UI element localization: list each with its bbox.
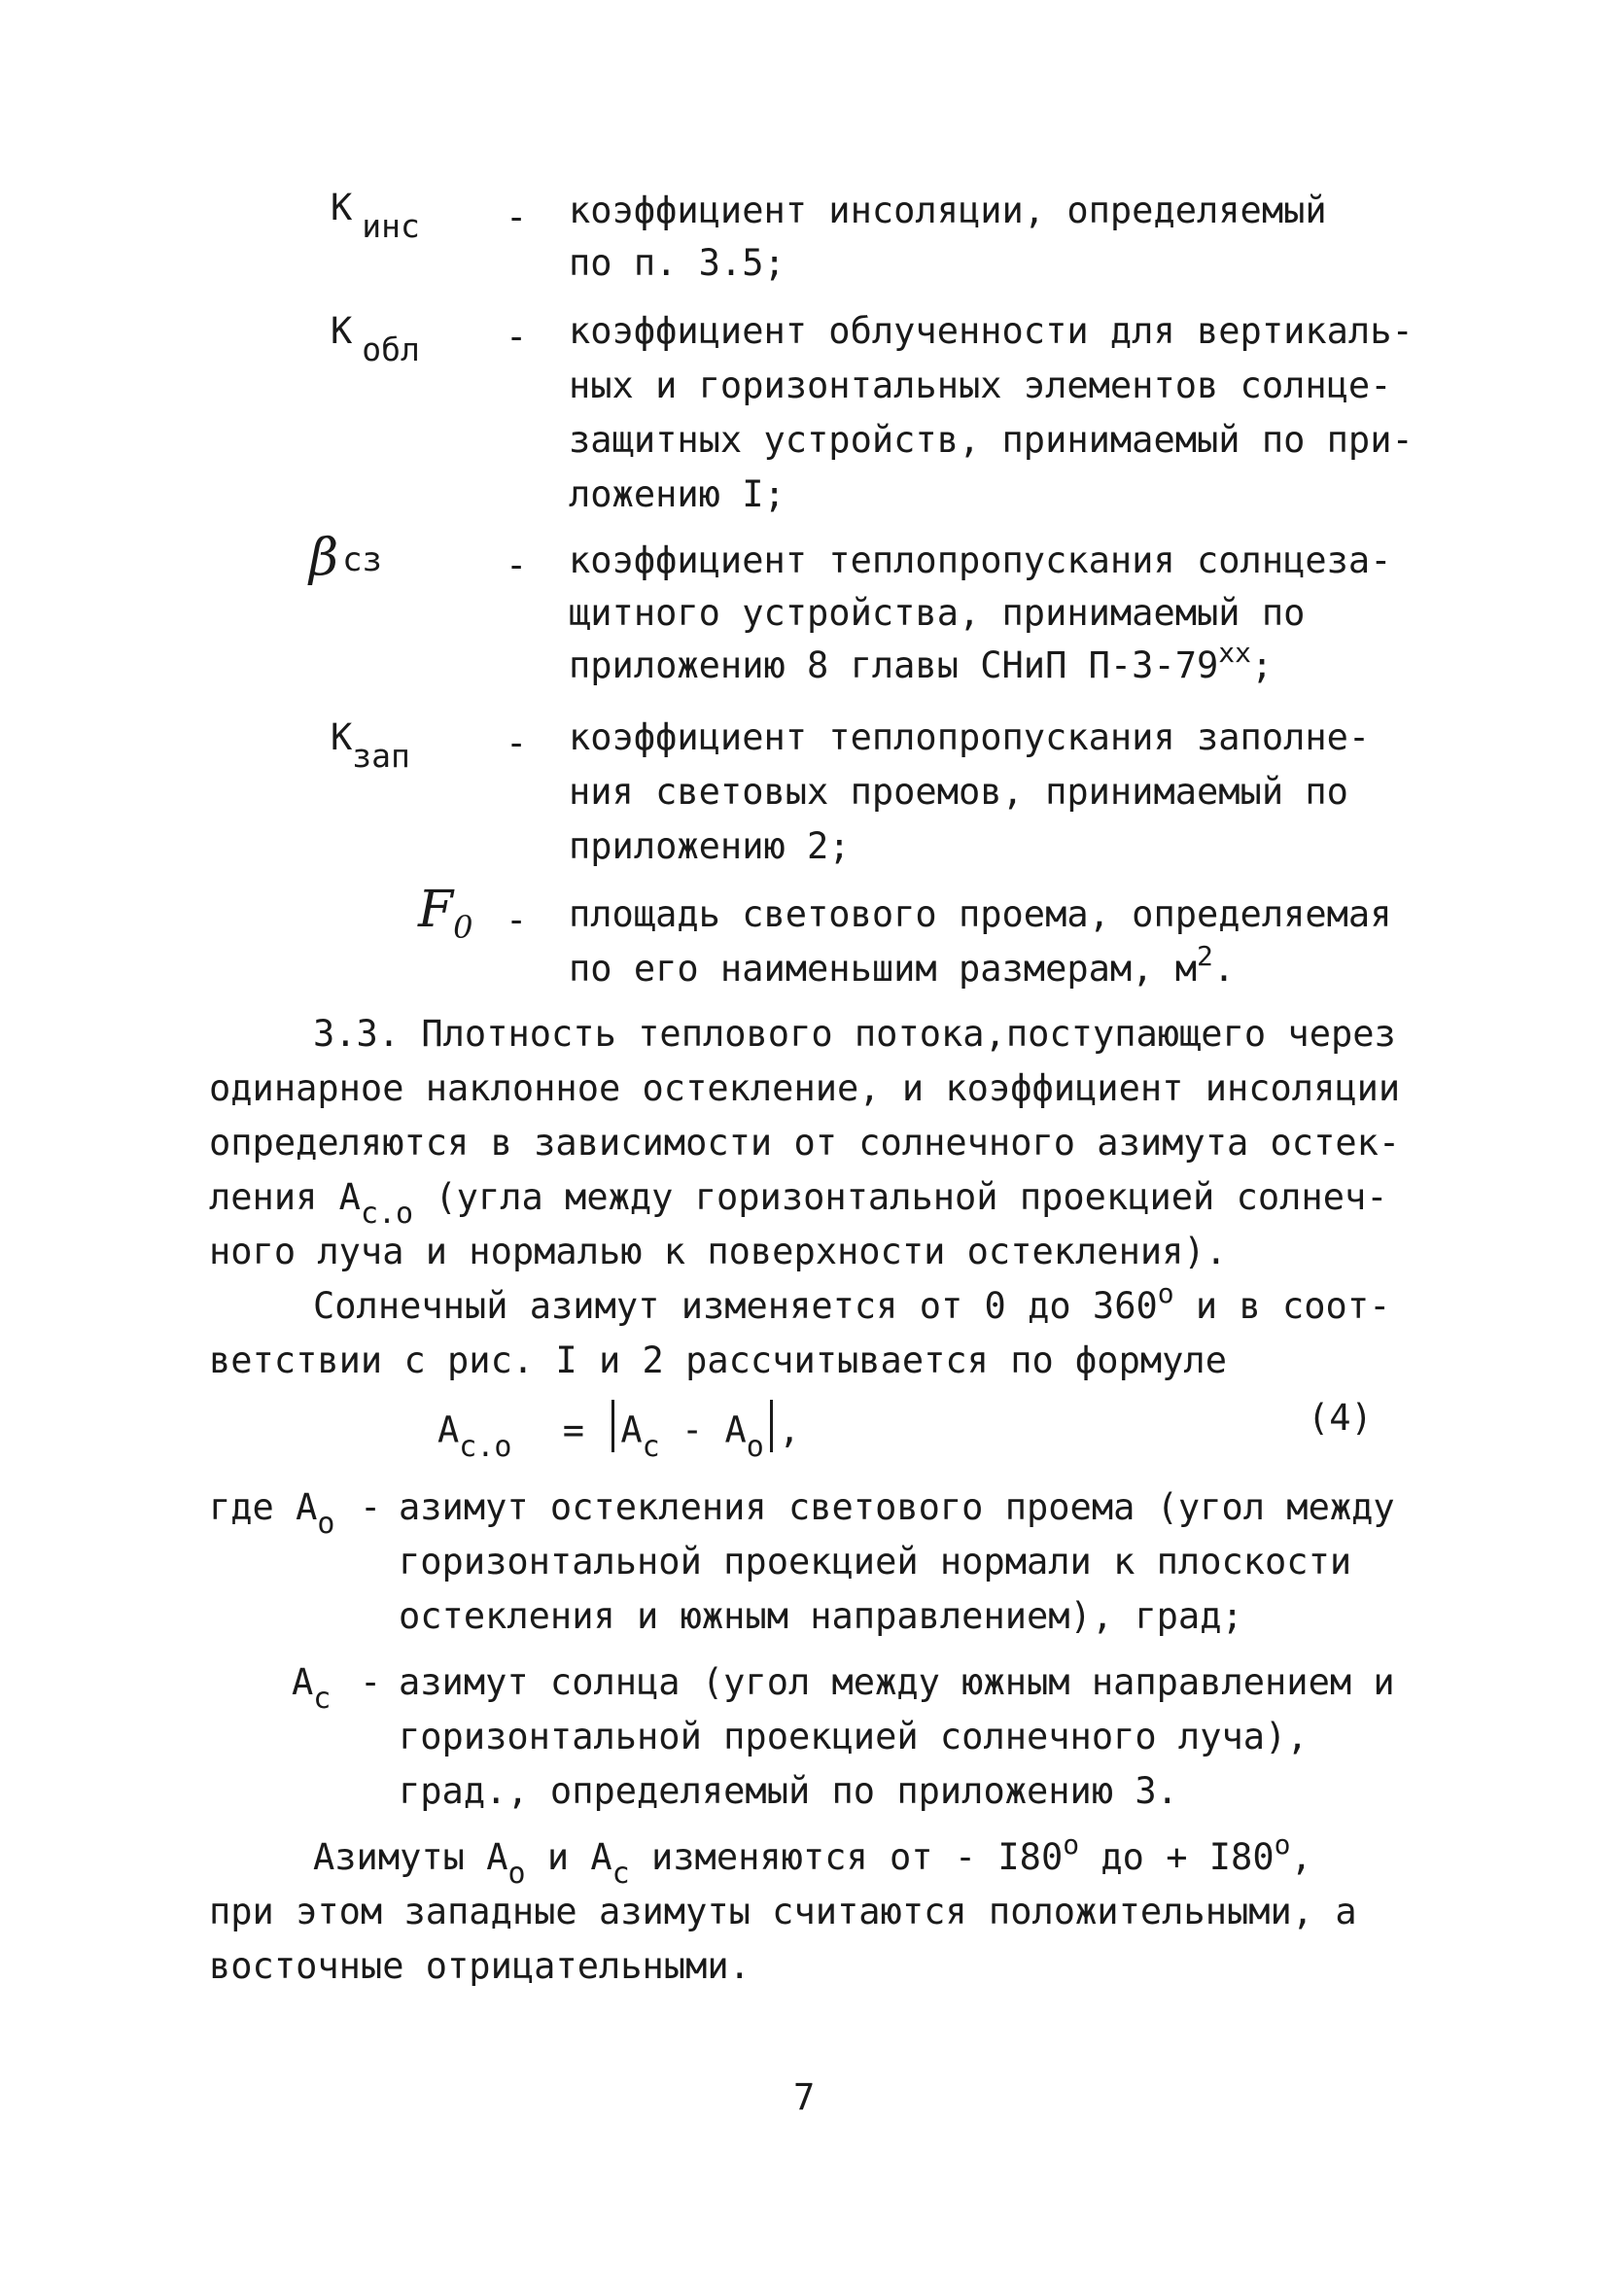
symbol-k-ins [331,187,420,245]
formula-lhs: А [437,1409,460,1451]
definition-line: коэффициент теплопропускания заполне- [569,716,1371,758]
symbol-f0 [418,881,473,946]
symbol-subscript: зап [352,737,410,775]
paragraph-line-tail: (угла между горизонтальной проекцией солнеч- [413,1176,1388,1218]
paragraph-line: определяются в зависимости от солнечного азимута остек- [209,1122,1401,1164]
symbol-k-obl [331,310,420,368]
definition-line-text: приложению 8 главы СНиП П-3-79 [569,644,1219,686]
paragraph-line: восточные отрицательными. [209,1945,751,1987]
symbol-letter: К [331,716,353,758]
definition-dash: - [506,544,528,586]
paragraph-line [313,1277,1391,1327]
definition-dash: - [360,1661,382,1703]
where-subscript: с [313,1682,332,1716]
where-subscript: о [317,1507,335,1541]
definition-line-tail: . [1212,948,1236,990]
formula-term-2: А [724,1409,747,1451]
definition-line: площадь светового проема, определяемая [569,893,1392,935]
formula-term-1: А [620,1409,643,1451]
symbol-letter: β [309,529,339,587]
paragraph-line [209,1176,1388,1231]
definition-line: коэффициент теплопропускания солнцеза- [569,539,1392,581]
formula-minus: - [681,1409,704,1451]
symbol-subscript: сз [342,540,383,579]
definition-line: ния световых проемов, принимаемый по [569,771,1348,813]
where-lead: где А [209,1486,318,1528]
formula-equals: = [562,1409,585,1451]
paragraph-line: одинарное наклонное остекление, и коэффициент инсоляции [209,1067,1401,1109]
symbol-letter: F [418,881,454,939]
closing-text: , [1290,1836,1312,1878]
paragraph-line: ного луча и нормалью к поверхности остекления). [209,1231,1227,1272]
definition-line: по п. 3.5; [569,242,786,284]
symbol-subscript: инс [362,207,420,245]
where-line: азимут солнца (угол между южным направлением и [399,1661,1395,1703]
definition-dash: - [506,899,528,941]
formula-term-1-subscript: с [642,1429,660,1464]
symbol-k-zap [331,716,410,775]
formula-number: (4) [1308,1397,1373,1439]
where-lead: А [292,1661,314,1703]
symbol-letter: К [331,187,353,228]
formula-4 [437,1406,801,1464]
symbol-letter: К [331,310,353,352]
definition-line: коэффициент облученности для вертикаль- [569,310,1414,352]
paragraph-line-text: ления А [209,1176,361,1218]
paragraph-line [313,1828,1312,1891]
closing-text: и А [525,1836,612,1878]
definition-line: ных и горизонтальных элементов солнце- [569,365,1392,406]
definition-dash: - [506,316,528,358]
symbol-subscript: 0 [453,909,473,946]
definition-line: коэффициент инсоляции, определяемый [569,190,1327,231]
paragraph-line-text: Солнечный азимут изменяется от 0 до 360 [313,1285,1158,1327]
abs-bar-right [770,1400,773,1452]
formula-tail: , [778,1409,801,1451]
abs-bar-left [611,1400,614,1452]
subscript: с.о [360,1197,414,1231]
subscript: с [611,1857,630,1891]
paragraph-line: при этом западные азимуты считаются положительными, а [209,1891,1357,1932]
definition-line: защитных устройств, принимаемый по при- [569,419,1414,461]
formula-lhs-subscript: с.о [459,1429,512,1464]
where-line: остекления и южным направлением), град; [399,1595,1243,1637]
where-line: азимут остекления светового проема (угол между [399,1486,1395,1528]
definition-line-tail: ; [1251,644,1274,686]
where-line: горизонтальной проекцией солнечного луча), [399,1716,1309,1757]
definition-line: ложению I; [569,473,786,515]
definition-line-text: по его наименьшим размерам, м [569,948,1198,990]
superscript: xx [1218,637,1251,669]
symbol-subscript: обл [362,330,420,368]
where-line: горизонтальной проекцией нормали к плоскости [399,1541,1352,1583]
definition-line [569,940,1236,990]
where-symbol-a0 [209,1486,335,1541]
superscript: о [1157,1277,1174,1309]
page-number: 7 [793,2076,816,2118]
superscript: 2 [1197,940,1213,972]
definition-line: щитного устройства, принимаемый по [569,592,1306,634]
superscript: о [1274,1828,1291,1861]
closing-text: до + I80 [1079,1836,1275,1878]
definition-dash: - [360,1486,382,1528]
paragraph-line: 3.3. Плотность теплового потока,поступающего через [313,1013,1396,1055]
paragraph-line-tail: и в соот- [1173,1285,1391,1327]
where-line: град., определяемый по приложению 3. [399,1770,1178,1812]
definition-line: приложению 2; [569,825,851,867]
where-symbol-ac [292,1661,332,1716]
subscript: о [507,1857,526,1891]
definition-line [569,637,1274,686]
superscript: о [1063,1828,1080,1861]
paragraph-line: ветствии с рис. I и 2 рассчитывается по формуле [209,1339,1227,1381]
definition-dash: - [506,722,528,764]
formula-term-2-subscript: о [746,1429,764,1464]
closing-text: Азимуты А [313,1836,508,1878]
symbol-beta-sz [309,529,383,587]
definition-dash: - [506,196,528,238]
closing-text: изменяются от - I80 [629,1836,1064,1878]
